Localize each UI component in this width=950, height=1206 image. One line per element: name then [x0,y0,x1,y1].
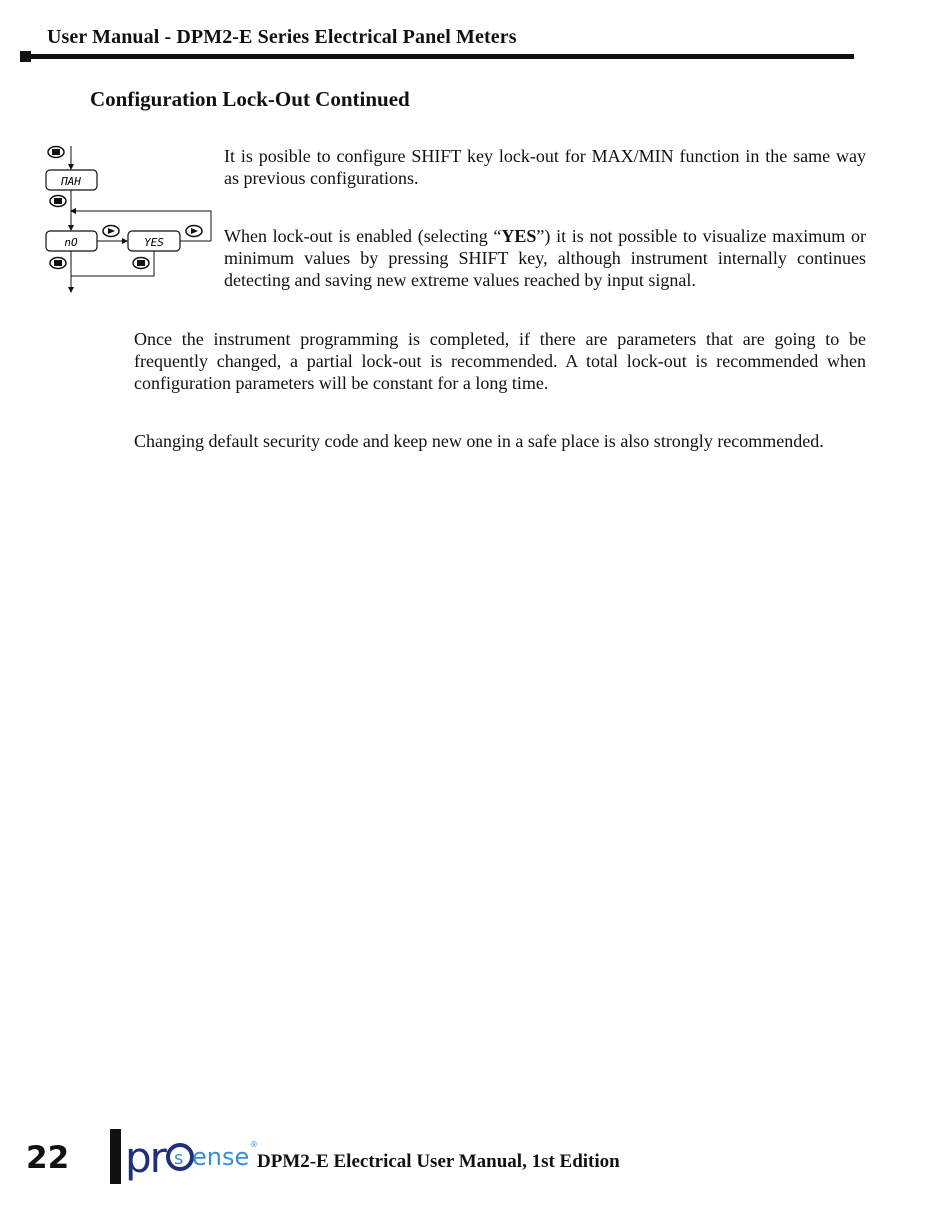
enter-key-icon [48,147,64,158]
paragraph-shift-lockout: It is posible to configure SHIFT key lock-out for MAX/MIN function in the same way as previous configurations. [224,146,866,188]
para2-text-before: When lock-out is enabled (selecting “ [224,226,502,246]
lockout-flow-diagram [40,140,220,300]
paragraph-lockout-enabled [224,225,866,291]
shift-key-icon [186,226,202,237]
para2-yes-bold: YES [501,226,537,246]
para2-text-after: ”) it is not possible to visualize maximum or minimum values by pressing SHIFT key, although instrument internally continues detecting and saving new extreme values reached by input signal. [224,226,866,290]
display-yes-text: YES [144,236,164,249]
svg-text:s: s [174,1148,184,1169]
header-rule-marker [20,51,31,62]
display-no-text: nO [64,236,78,249]
prosense-logo [110,1129,260,1185]
svg-text:®: ® [250,1140,258,1149]
paragraph-security-code: Changing default security code and keep new one in a safe place is also strongly recommended. [134,431,824,451]
paragraph-partial-lockout: Once the instrument programming is completed, if there are parameters that are going to be frequently changed, a partial lock-out is recommended. A total lock-out is recommended when configuration parameters will be constant for a long time. [134,329,866,393]
display-max-text: ΠAH [61,175,81,188]
enter-key-icon [50,196,66,207]
enter-key-icon [50,258,66,269]
enter-key-icon [133,258,149,269]
shift-key-icon [103,226,119,237]
svg-text:ense: ense [192,1143,250,1171]
svg-text:pr: pr [125,1133,165,1182]
header-title: User Manual - DPM2-E Series Electrical Panel Meters [47,26,517,48]
footer-manual-title: DPM2-E Electrical User Manual, 1st Edition [257,1151,620,1172]
page-number: 22 [26,1140,70,1176]
header-rule [20,54,854,59]
section-title: Configuration Lock-Out Continued [90,87,410,111]
